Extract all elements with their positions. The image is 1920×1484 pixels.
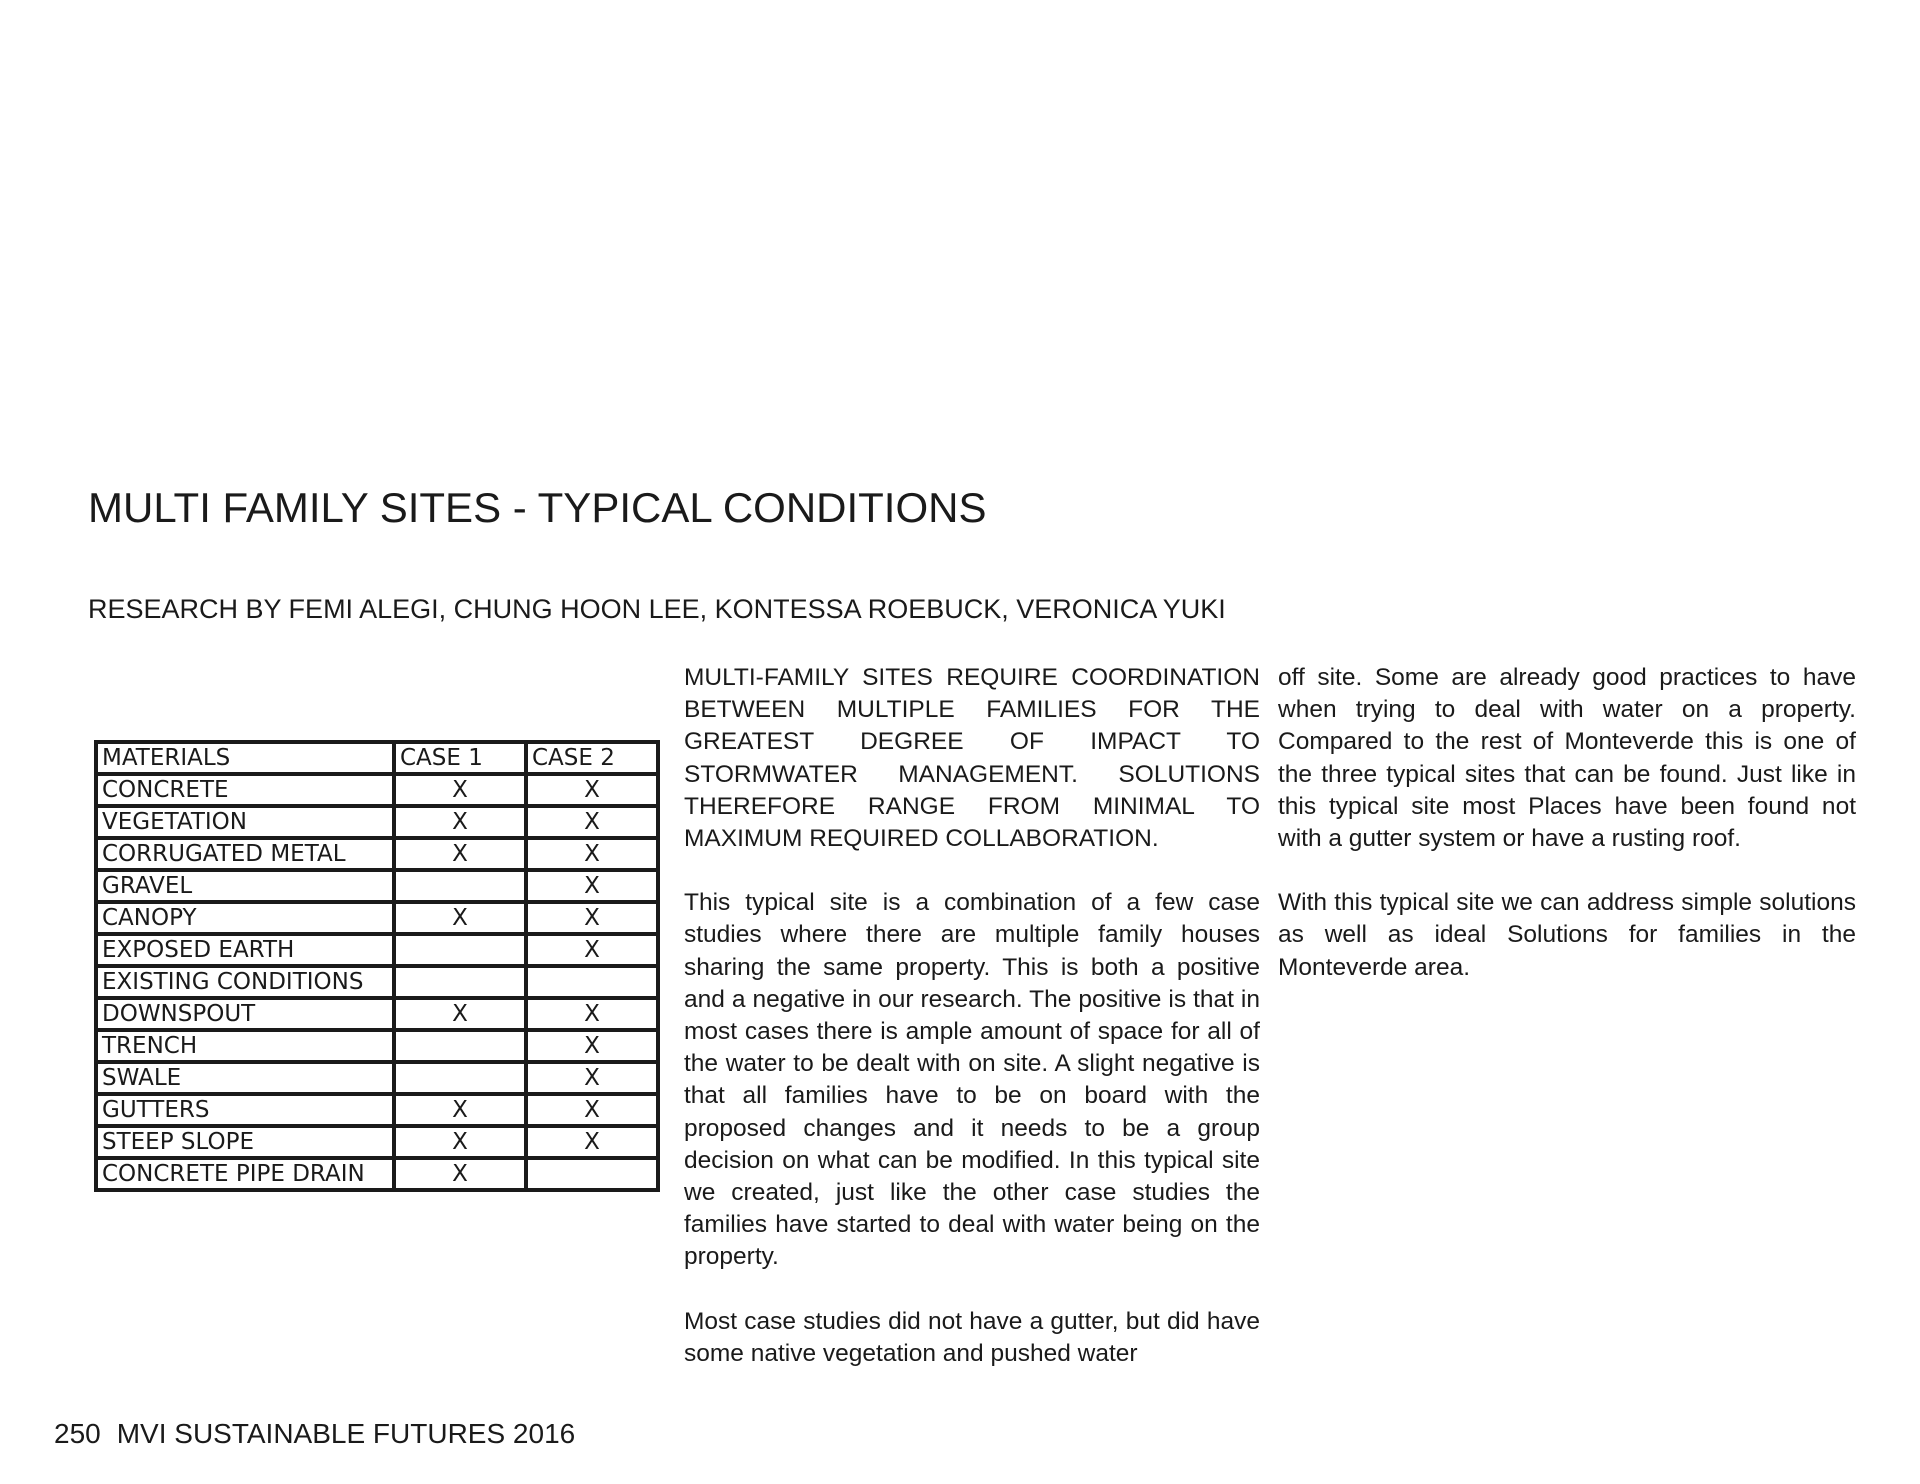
- material-name: SWALE: [96, 1062, 394, 1094]
- table-row: [96, 902, 658, 934]
- material-name: DOWNSPOUT: [96, 998, 394, 1030]
- material-name: GUTTERS: [96, 1094, 394, 1126]
- body-paragraph: Most case studies did not have a gutter, but did have some native vegetation and pushed water: [684, 1307, 1260, 1367]
- body-paragraph: This typical site is a combination of a few case studies where there are multiple family houses sharing the same property. This is both a positive and a negative in our research. The positive is that in most cases there is ample amount of space for all of the water to be dealt with on site. A slight negative is that all families have to be on board with the proposed changes and it needs to be a group decision on what can be modified. In this typical site we created, just like the other case studies the families have started to deal with water being on the property.: [684, 889, 1260, 1271]
- table-row: [96, 966, 658, 998]
- material-name: EXISTING CONDITIONS: [96, 966, 394, 998]
- table-row: [96, 1158, 658, 1190]
- case-2-mark: X: [526, 806, 658, 838]
- case-1-mark: [394, 966, 526, 998]
- table-row: [96, 838, 658, 870]
- case-2-mark: X: [526, 1062, 658, 1094]
- case-2-mark: X: [526, 902, 658, 934]
- table-row: [96, 934, 658, 966]
- table-row: [96, 1062, 658, 1094]
- case-1-mark: X: [394, 998, 526, 1030]
- case-2-mark: X: [526, 838, 658, 870]
- case-2-mark: [526, 1158, 658, 1190]
- case-2-mark: X: [526, 998, 658, 1030]
- material-name: CANOPY: [96, 902, 394, 934]
- body-paragraph: With this typical site we can address simple solutions as well as ideal Solutions for families in the Monteverde area.: [1278, 889, 1856, 981]
- case-2-mark: X: [526, 774, 658, 806]
- material-name: CORRUGATED METAL: [96, 838, 394, 870]
- materials-table-container: [94, 740, 660, 1192]
- case-1-mark: X: [394, 902, 526, 934]
- case-1-mark: X: [394, 806, 526, 838]
- intro-paragraph: MULTI-FAMILY SITES REQUIRE COORDINATION BETWEEN MULTIPLE FAMILIES FOR THE GREATEST DEGREE OF IMPACT TO STORMWATER MANAGEMENT. SOLUTIONS THEREFORE RANGE FROM MINIMAL TO MAXIMUM REQUIRED COLLABORATION.: [684, 664, 1260, 853]
- case-1-mark: [394, 870, 526, 902]
- case-1-mark: X: [394, 1126, 526, 1158]
- materials-table: [94, 740, 660, 1192]
- table-row: [96, 806, 658, 838]
- case-2-mark: X: [526, 1030, 658, 1062]
- case-2-mark: X: [526, 1126, 658, 1158]
- page-title: MULTI FAMILY SITES - TYPICAL CONDITIONS: [88, 484, 987, 531]
- case-2-mark: X: [526, 1094, 658, 1126]
- case-2-mark: X: [526, 934, 658, 966]
- table-row: [96, 998, 658, 1030]
- publication-name: MVI SUSTAINABLE FUTURES 2016: [116, 1418, 576, 1449]
- case-1-mark: X: [394, 774, 526, 806]
- page-footer: [54, 1418, 575, 1450]
- case-2-mark: [526, 966, 658, 998]
- body-paragraph: off site. Some are already good practices to have when trying to deal with water on a property. Compared to the rest of Monteverde this is one of the three typical sites that can be found. Just like in this typical site most Places have been found not with a gutter system or have a rusting roof.: [1278, 664, 1856, 853]
- body-column-1: [684, 662, 1260, 1402]
- case-1-mark: [394, 934, 526, 966]
- table-row: [96, 870, 658, 902]
- material-name: GRAVEL: [96, 870, 394, 902]
- case-1-mark: [394, 1062, 526, 1094]
- research-credits: RESEARCH BY FEMI ALEGI, CHUNG HOON LEE, KONTESSA ROEBUCK, VERONICA YUKI: [88, 594, 1226, 624]
- material-name: EXPOSED EARTH: [96, 934, 394, 966]
- material-name: TRENCH: [96, 1030, 394, 1062]
- table-header-row: [96, 742, 658, 774]
- table-row: [96, 1094, 658, 1126]
- table-row: [96, 774, 658, 806]
- header-materials: MATERIALS: [96, 742, 394, 774]
- body-column-2: [1278, 662, 1856, 1016]
- case-1-mark: X: [394, 1094, 526, 1126]
- table-row: [96, 1126, 658, 1158]
- case-1-mark: X: [394, 838, 526, 870]
- material-name: STEEP SLOPE: [96, 1126, 394, 1158]
- case-2-mark: X: [526, 870, 658, 902]
- material-name: VEGETATION: [96, 806, 394, 838]
- table-row: [96, 1030, 658, 1062]
- material-name: CONCRETE PIPE DRAIN: [96, 1158, 394, 1190]
- case-1-mark: [394, 1030, 526, 1062]
- material-name: CONCRETE: [96, 774, 394, 806]
- case-1-mark: X: [394, 1158, 526, 1190]
- header-case-2: CASE 2: [526, 742, 658, 774]
- page-number: 250: [54, 1418, 101, 1449]
- header-case-1: CASE 1: [394, 742, 526, 774]
